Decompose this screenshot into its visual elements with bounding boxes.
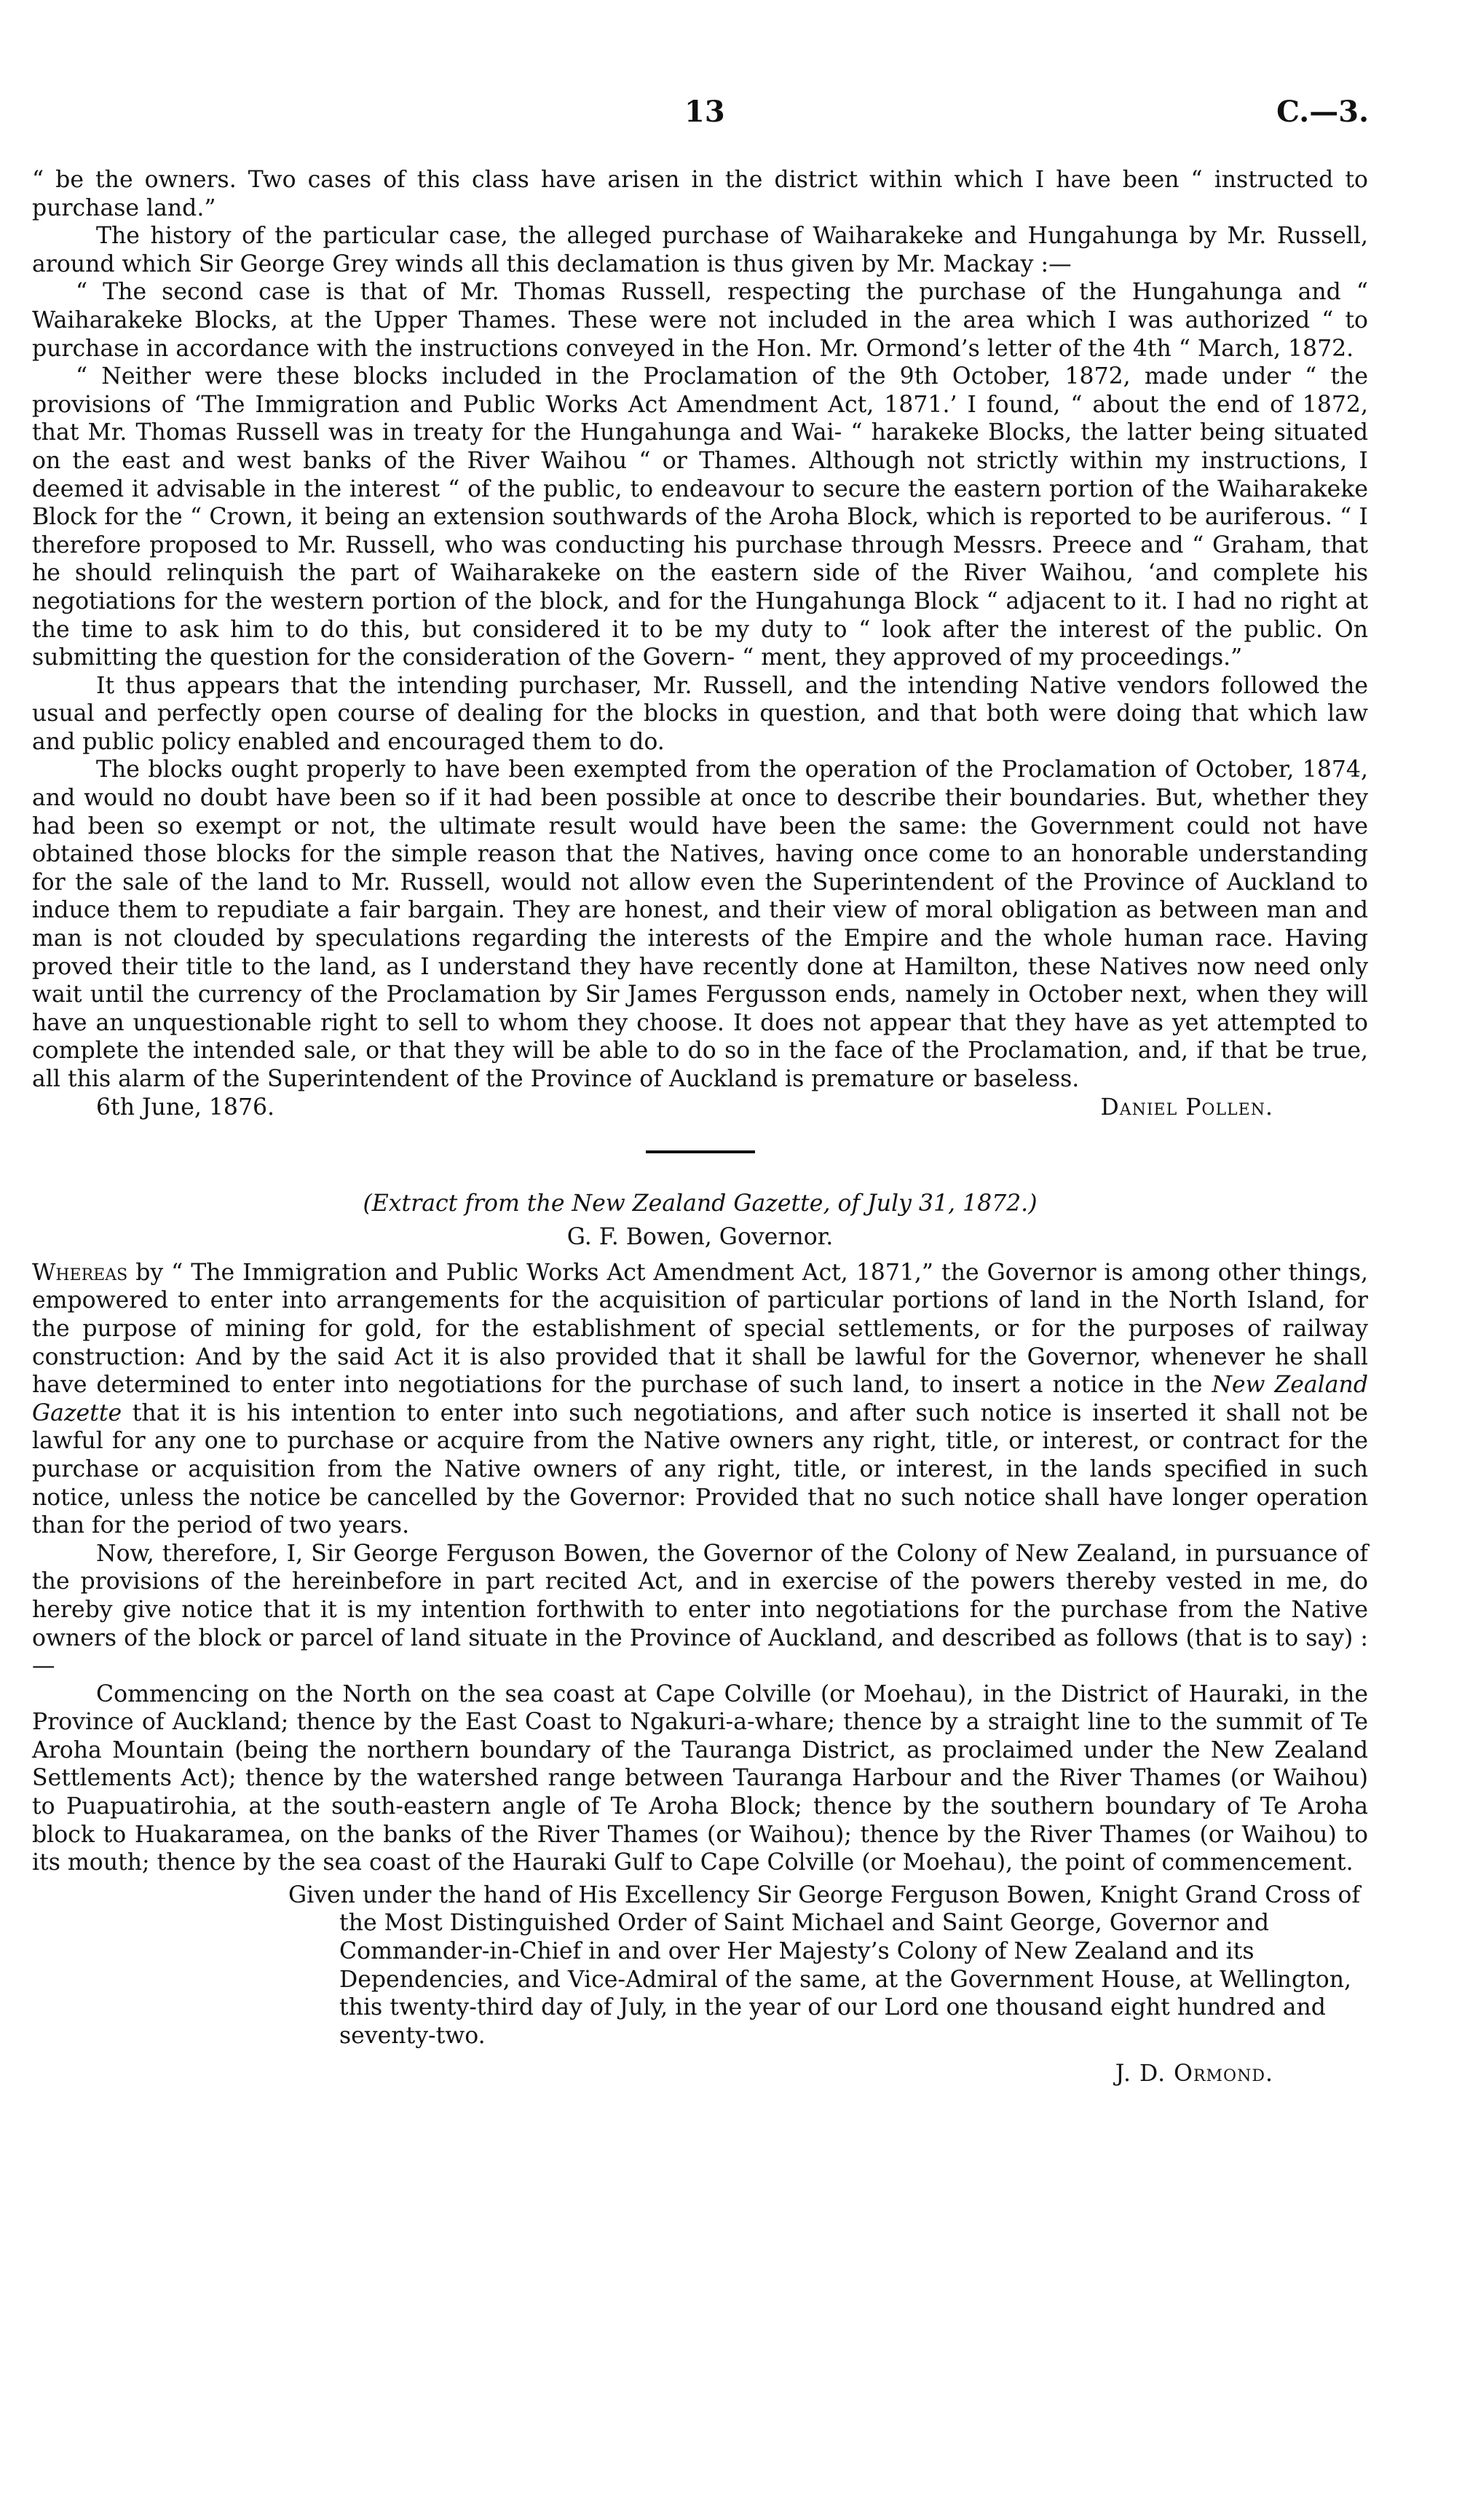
main-column xyxy=(32,166,1368,2088)
quote-mackay-second-case: “ The second case is that of Mr. Thomas Russell, respecting the purchase of the Hungahunga and “ Waiharakeke Blocks, at the Upper Thames. These were not included in the area which I was authorized “ to purchase in accordance with the instructions conveyed in the Hon. Mr. Ormond’s letter of the 4th “ March, 1872. xyxy=(32,279,1368,362)
gazette-extract-heading: (Extract from the New Zealand Gazette, of July 31, 1872.) xyxy=(363,1190,1038,1217)
paragraph-blocks-exempted: The blocks ought properly to have been exempted from the operation of the Proclamation of October, 1874, and would no doubt have been so if it had been possible at once to describe their boundaries. But, whether they had been so exempt or not, the ultimate result would have been the same: the Government could not have obtained those blocks for the simple reason that the Natives, having once come to an honorable understanding for the sale of the land to Mr. Russell, would not allow even the Superintendent of the Province of Auckland to induce them to repudiate a fair bargain. They are honest, and their view of moral obligation as between man and man is not clouded by speculations regarding the interests of the Empire and the whole human race. Having proved their title to the land, as I understand they have recently done at Hamilton, these Natives now need only wait until the currency of the Proclamation by Sir James Fergusson ends, namely in October next, when they will have an unquestionable right to sell to whom they choose. It does not appear that they have as yet attempted to complete the intended sale, or that they will be able to do so in the face of the Proclamation, and, if that be true, all this alarm of the Superintendent of the Province of Auckland is premature or baseless. xyxy=(32,757,1368,1092)
quote-continuation: “ be the owners. Two cases of this class have arisen in the district within which I have been “ instructed to purchase land.” xyxy=(32,167,1368,221)
section-divider xyxy=(646,1150,755,1153)
memo-date: 6th June, 1876. xyxy=(96,1094,275,1121)
ormond-signature: J. D. Ormond. xyxy=(1115,2061,1273,2088)
document-reference: C.—3. xyxy=(1276,95,1369,129)
whereas-word: Whereas xyxy=(32,1259,128,1286)
paragraph-whereas xyxy=(32,1259,1368,1540)
paragraph-boundary-description: Commencing on the North on the sea coast at Cape Colville (or Moehau), in the District of Hauraki, in the Province of Auckland; thence by the East Coast to Ngakuri-a-whare; thence by a straight line to the summit of Te Aroha Mountain (being the northern boundary of the Tauranga District, as proclaimed under the New Zealand Settlements Act); thence by the watershed range between Tauranga Harbour and the River Thames (or Waihou) to Puapuatirohia, at the south-eastern angle of Te Aroha Block; thence by the southern boundary of Te Aroha block to Huakaramea, on the banks of the River Thames (or Waihou); thence by the River Thames (or Waihou) to its mouth; thence by the sea coast of the Hauraki Gulf to Cape Colville (or Moehau), the point of commencement. xyxy=(32,1680,1368,1876)
quote-mackay-neither: “ Neither were these blocks included in the Proclamation of the 9th October, 1872, made under “ the provisions of ‘The Immigration and Public Works Act Amendment Act, 1871.’ I found, “ about the end of 1872, that Mr. Thomas Russell was in treaty for the Hungahunga and Wai- “ harakeke Blocks, the latter being situated on the east and west banks of the River Waihou “ or Thames. Although not strictly within my instructions, I deemed it advisable in the interest “ of the public, to endeavour to secure the eastern portion of the Waiharakeke Block for the “ Crown, it being an extension southwards of the Aroha Block, which is reported to be auriferous. “ I therefore proposed to Mr. Russell, who was conducting his purchase through Messrs. Preece and “ Graham, that he should relinquish the part of Waiharakeke on the eastern side of the River Waihou, ‘and complete his negotiations for the western portion of the block, and for the Hungahunga Block “ adjacent to it. I had no right at the time to ask him to do this, but considered it to be my duty to “ look after the interest of the public. On submitting the question for the consideration of the Govern- “ ment, they approved of my proceedings.” xyxy=(32,363,1368,671)
gazette-name: New Zealand Gazette xyxy=(32,1372,1368,1426)
paragraph-now-therefore: Now, therefore, I, Sir George Ferguson Bowen, the Governor of the Colony of New Zealand, in pursuance of the provisions of the hereinbefore in part recited Act, and in exercise of the powers thereby vested in me, do hereby give notice that it is my intention forthwith to enter into negotiations for the purchase from the Native owners of the block or parcel of land situate in the Province of Auckland, and described as follows (that is to say) :— xyxy=(32,1540,1368,1680)
paragraph-given-under-hand: Given under the hand of His Excellency Sir George Ferguson Bowen, Knight Grand Cross of the Most Distinguished Order of Saint Michael and Saint George, Governor and Commander-in-Chief in and over Her Majesty’s Colony of New Zealand and its Dependencies, and Vice-Admiral of the same, at the Government House, at Wellington, this twenty-third day of July, in the year of our Lord one thousand eight hundred and seventy-two. xyxy=(288,1881,1361,2049)
memo-signature: Daniel Pollen. xyxy=(1100,1094,1273,1121)
whereas-text: by “ The Immigration and Public Works Act Amendment Act, 1871,” the Governor is among other things, empowered to enter into arrangements for the acquisition of particular portions of land in the North Island, for the purpose of mining for gold, for the establishment of special settlements, or for the purposes of railway construction: And by the said Act it is also provided that it shall be lawful for the Governor, whenever he shall have determined to enter into negotiations for the purchase of such land, to insert a notice in the xyxy=(32,1259,1368,1399)
date-signature-line xyxy=(32,1094,1368,1123)
page-number: 13 xyxy=(684,95,725,129)
paragraph-it-thus-appears: It thus appears that the intending purchaser, Mr. Russell, and the intending Native vendors followed the usual and perfectly open course of dealing for the blocks in question, and that both were doing that which law and public policy enabled and encouraged them to do. xyxy=(32,672,1368,755)
paragraph-history: The history of the particular case, the alleged purchase of Waiharakeke and Hungahunga by Mr. Russell, around which Sir George Grey winds all this declamation is thus given by Mr. Mackay :— xyxy=(32,223,1368,277)
governor-line: G. F. Bowen, Governor. xyxy=(566,1224,834,1251)
whereas-text-end: that it is his intention to enter into such negotiations, and after such notice is inserted it shall not be lawful for any one to purchase or acquire from the Native owners any right, title, or interest, or contract for the purchase or acquisition from the Native owners of any right, title, or interest, in the lands specified in such notice, unless the notice be cancelled by the Governor: Provided that no such notice shall have longer operation than for the period of two years. xyxy=(32,1399,1368,1539)
